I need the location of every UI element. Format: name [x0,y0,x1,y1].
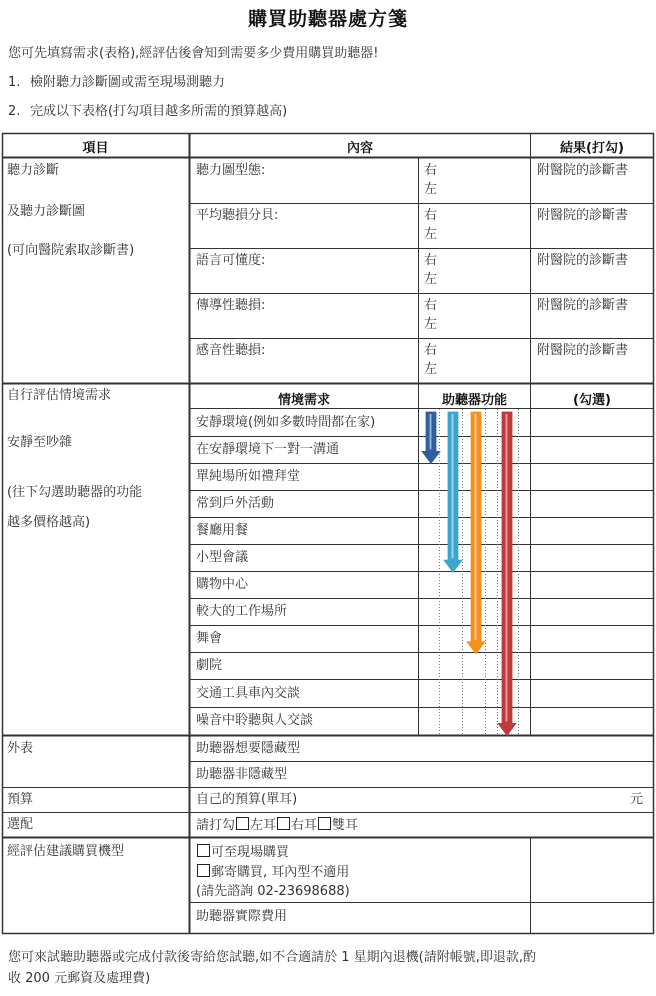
fitting-options [196,817,358,834]
situation-row: 餐廳用餐 [196,523,249,538]
budget-label: 預算 [7,792,34,807]
situation-row: 劇院 [196,658,223,673]
situation-row: 常到戶外活動 [196,496,275,511]
header-function: 助聽器功能 [441,393,507,408]
step-1-text: 檢附聽力診斷圖或需至現場測聽力 [30,75,226,90]
fitting-prefix: 請打勾 [196,818,236,833]
mail-checkbox[interactable] [197,864,210,877]
diagnosis-row-result: 附醫院的診斷書 [537,253,629,268]
right-ear-label: 右 [424,253,438,268]
function-arrow-highlight-1 [429,414,432,449]
diagnosis-row-result: 附醫院的診斷書 [537,163,629,178]
left-ear-label: 左 [424,317,438,332]
both-ears-checkbox[interactable] [318,817,331,830]
function-arrow-4 [498,412,516,735]
diagnosis-note: (可向醫院索取診斷書) [7,243,135,258]
budget-unit: 元 [630,792,644,807]
right-ear-label: 右 [424,343,438,358]
function-arrow-3 [467,412,485,654]
left-ear-label: 左 [424,227,438,242]
header-item: 項目 [82,141,109,156]
right-ear-label: 右 [424,163,438,178]
left-ear-label: 左 [424,272,438,287]
function-arrow-highlight-3 [474,414,477,640]
left-ear-text: 左耳 [250,818,277,833]
consult-note: (請先諮詢 02-23698688) [196,884,350,899]
onsite-option [196,844,289,861]
appearance-visible-option: 助聽器非隱藏型 [196,767,288,782]
onsite-text: 可至現場購買 [211,845,290,860]
situation-row: 較大的工作場所 [196,604,288,619]
left-ear-label: 左 [424,182,438,197]
diagnosis-row-label: 語言可懂度: [196,253,266,268]
function-arrows [422,412,516,735]
header-need: 情境需求 [277,393,330,408]
diagnosis-row-result: 附醫院的診斷書 [537,298,629,313]
right-ear-text: 右耳 [291,818,318,833]
actual-cost-label: 助聽器實際費用 [196,909,288,924]
situation-row: 購物中心 [196,577,249,592]
mail-text: 郵寄購買, 耳內型不適用 [211,865,350,880]
intro-step-2 [8,100,287,119]
header-result: 結果(打勾) [560,141,624,156]
situation-row: 小型會議 [196,550,249,565]
diagnosis-row-result: 附醫院的診斷書 [537,208,629,223]
function-arrow-2 [444,412,462,572]
fitting-label: 選配 [7,817,34,832]
left-ear-label: 左 [424,362,438,377]
diagnosis-row-label: 聽力圖型態: [196,163,266,178]
function-arrow-1 [422,412,440,463]
situation-note: (往下勾選助聽器的功能 [7,485,143,500]
page-title: 購買助聽器處方箋 [247,8,408,30]
left-ear-checkbox[interactable] [236,817,249,830]
right-ear-label: 右 [424,298,438,313]
situation-row: 單純場所如禮拜堂 [196,469,301,484]
footer-line-2: 收 200 元郵資及處理費) [8,971,151,986]
step-1-number: 1. [8,75,21,90]
situation-range: 安靜至吵雜 [7,435,73,450]
situation-row: 交通工具車內交談 [196,686,301,701]
diagnosis-row-label: 平均聽損分貝: [196,208,279,223]
situation-row: 舞會 [196,631,223,646]
situation-label: 自行評估情境需求 [7,388,112,403]
diagnosis-row-label: 傳導性聽損: [196,298,266,313]
function-arrow-highlight-4 [505,414,508,721]
onsite-checkbox[interactable] [197,844,210,857]
both-ears-text: 雙耳 [332,818,359,833]
diagnosis-row-label: 感音性聽損: [196,343,266,358]
appearance-hidden-option: 助聽器想要隱藏型 [196,741,301,756]
footer-note [8,947,638,989]
step-2-number: 2. [8,104,21,119]
step-2-text: 完成以下表格(打勾項目越多所需的預算越高) [30,104,288,119]
right-ear-checkbox[interactable] [277,817,290,830]
footer-line-1: 您可來試聽助聽器或完成付款後寄給您試聽,如不合適請於 1 星期內退機(請附帳號,即退款,酌 [8,950,537,965]
intro-step-1 [8,71,225,90]
mail-option [196,864,349,881]
diagnosis-row-result: 附醫院的診斷書 [537,343,629,358]
diagnosis-label-2: 及聽力診斷圖 [7,204,86,219]
header-content: 內容 [346,141,373,156]
budget-text: 自己的預算(單耳) [196,792,298,807]
recommend-label: 經評估建議購買機型 [7,844,125,859]
situation-row: 在安靜環境下一對一溝通 [196,442,340,457]
appearance-label: 外表 [7,741,34,756]
header-check: (勾選) [573,393,611,408]
intro-text: 您可先填寫需求(表格),經評估後會知到需要多少費用購買助聽器! [8,46,379,61]
function-arrow-highlight-2 [451,414,454,558]
right-ear-label: 右 [424,208,438,223]
diagnosis-label: 聽力診斷 [7,163,60,178]
situation-row: 安靜環境(例如多數時間都在家) [196,415,376,430]
situation-note-2: 越多價格越高) [7,515,91,530]
situation-row: 噪音中聆聽與人交談 [196,713,314,728]
